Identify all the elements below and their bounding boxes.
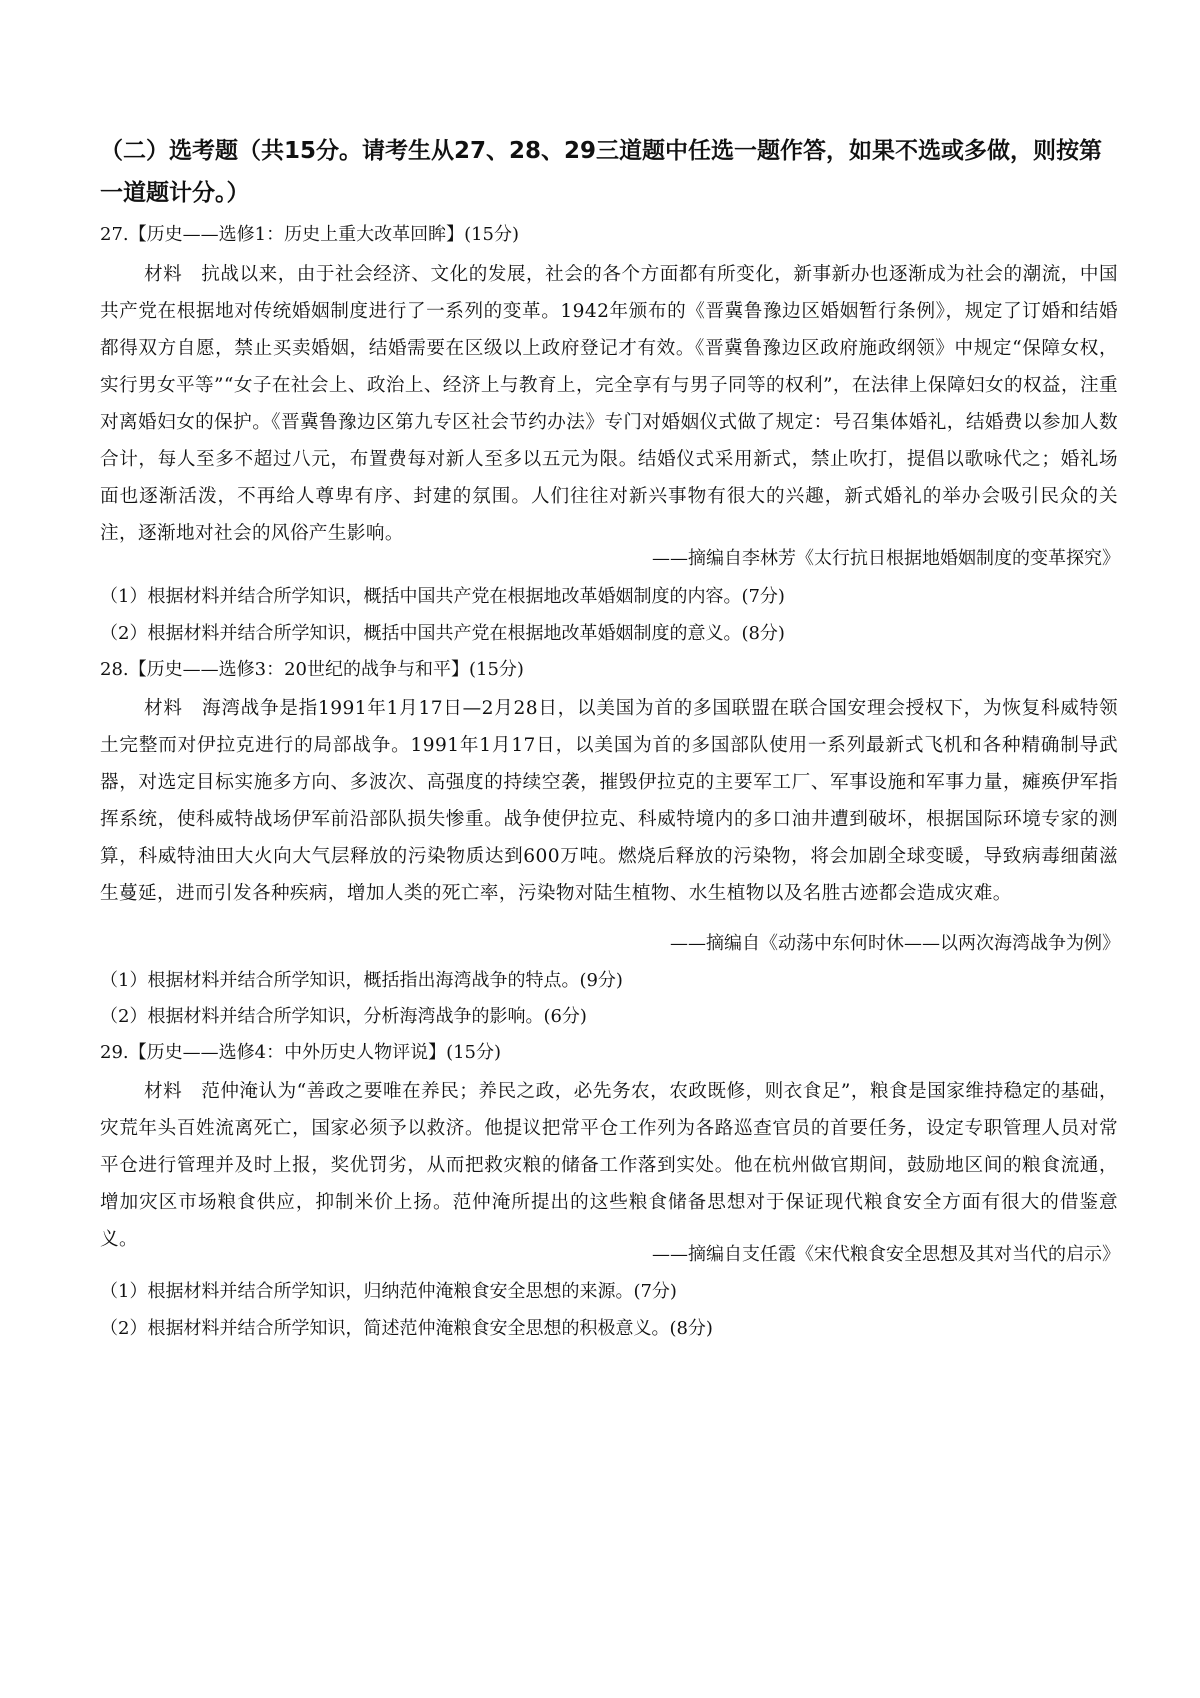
question-28-source: ——摘编自《动荡中东何时休——以两次海湾战争为例》 bbox=[670, 933, 1120, 954]
question-28-subquestion-2: （2）根据材料并结合所学知识，分析海湾战争的影响。(6分) bbox=[100, 1006, 587, 1027]
question-29-heading: 29.【历史——选修4：中外历史人物评说】(15分) bbox=[100, 1042, 502, 1063]
question-28-material: 材料 海湾战争是指1991年1月17日—2月28日，以美国为首的多国联盟在联合国安理会授权下，为恢复科威特领土完整而对伊拉克进行的局部战争。1991年1月17日，以美国为首的多国部队使用一系列最新式飞机和各种精确制导武器，对选定目标实施多方向、多波次、高强度的持续空袭，摧毁伊拉克的主要军工厂、军事设施和军事力量，瘫痪伊军指挥系统，使科威特战场伊军前沿部队损失惨重。战争使伊拉克、科威特境内的多口油井遭到破坏，根据国际环境专家的测算，科威特油田大火向大气层释放的污染物质达到600万吨。燃烧后释放的污染物，将会加剧全球变暖，导致病毒细菌滋生蔓延，进而引发各种疾病，增加人类的死亡率，污染物对陆生植物、水生植物以及名胜古迹都会造成灾难。 bbox=[100, 698, 1118, 904]
question-27-subquestion-2: （2）根据材料并结合所学知识，概括中国共产党在根据地改革婚姻制度的意义。(8分) bbox=[100, 623, 785, 644]
question-28-subquestion-1: （1）根据材料并结合所学知识，概括指出海湾战争的特点。(9分) bbox=[100, 970, 623, 991]
question-27-material: 材料 抗战以来，由于社会经济、文化的发展，社会的各个方面都有所变化，新事新办也逐渐成为社会的潮流，中国共产党在根据地对传统婚姻制度进行了一系列的变革。1942年颁布的《晋冀鲁豫边区婚姻暂行条例》，规定了订婚和结婚都得双方自愿，禁止买卖婚姻，结婚需要在区级以上政府登记才有效。《晋冀鲁豫边区政府施政纲领》中规定“保障女权，实行男女平等”“女子在社会上、政治上、经济上与教育上，完全享有与男子同等的权利”，在法律上保障妇女的权益，注重对离婚妇女的保护。《晋冀鲁豫边区第九专区社会节约办法》专门对婚姻仪式做了规定：号召集体婚礼，结婚费以参加人数合计，每人至多不超过八元，布置费每对新人至多以五元为限。结婚仪式采用新式，禁止吹打，提倡以歌咏代之；婚礼场面也逐渐活泼，不再给人尊卑有序、封建的氛围。人们往往对新兴事物有很大的兴趣，新式婚礼的举办会吸引民众的关注，逐渐地对社会的风俗产生影响。 bbox=[100, 264, 1118, 544]
question-29-subquestion-1: （1）根据材料并结合所学知识，归纳范仲淹粮食安全思想的来源。(7分) bbox=[100, 1281, 677, 1302]
question-28-heading: 28.【历史——选修3：20世纪的战争与和平】(15分) bbox=[100, 659, 524, 680]
question-27-source: ——摘编自李林芳《太行抗日根据地婚姻制度的变革探究》 bbox=[652, 548, 1120, 569]
question-29-subquestion-2: （2）根据材料并结合所学知识，简述范仲淹粮食安全思想的积极意义。(8分) bbox=[100, 1318, 713, 1339]
question-27-heading: 27.【历史——选修1：历史上重大改革回眸】(15分) bbox=[100, 224, 520, 245]
section-title: （二）选考题（共15分。请考生从27、28、29三道题中任选一题作答，如果不选或多做，则按第一道题计分。） bbox=[100, 138, 1103, 206]
question-29-material: 材料 范仲淹认为“善政之要唯在养民；养民之政，必先务农，农政既修，则衣食足”，粮食是国家维持稳定的基础，灾荒年头百姓流离死亡，国家必须予以救济。他提议把常平仓工作列为各路巡查官员的首要任务，设定专职管理人员对常平仓进行管理并及时上报，奖优罚劣，从而把救灾粮的储备工作落到实处。他在杭州做官期间，鼓励地区间的粮食流通，增加灾区市场粮食供应，抑制米价上扬。范仲淹所提出的这些粮食储备思想对于保证现代粮食安全方面有很大的借鉴意义。 bbox=[100, 1081, 1118, 1250]
question-27-subquestion-1: （1）根据材料并结合所学知识，概括中国共产党在根据地改革婚姻制度的内容。(7分) bbox=[100, 586, 785, 607]
question-29-source: ——摘编自支任霞《宋代粮食安全思想及其对当代的启示》 bbox=[652, 1244, 1120, 1265]
